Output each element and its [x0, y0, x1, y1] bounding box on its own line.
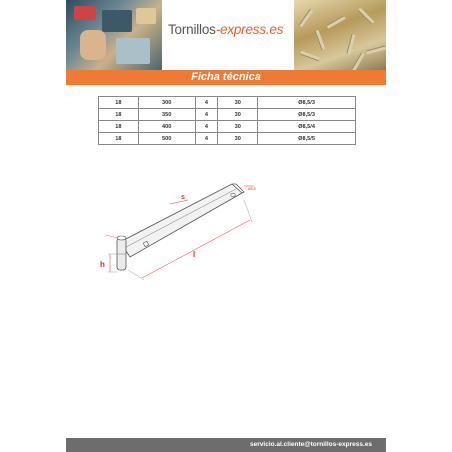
table-cell: 30 — [218, 133, 258, 145]
table-cell: Ø8,5/3 — [258, 97, 356, 109]
table-cell: 4 — [195, 121, 218, 133]
dim-s-line — [170, 200, 188, 204]
page-title: Ficha técnica — [191, 71, 261, 83]
table-row — [99, 121, 356, 133]
table-row — [99, 97, 356, 109]
dim-h-label: h — [100, 260, 105, 269]
table-cell: 4 — [195, 97, 218, 109]
hinge-drawing — [66, 150, 386, 310]
leader-line — [106, 235, 118, 238]
knuckle-top — [117, 236, 126, 240]
dim-l-label: l — [193, 250, 196, 259]
table-cell: 500 — [138, 133, 195, 145]
table-row — [99, 133, 356, 145]
table-row — [99, 109, 356, 121]
table-cell: 18 — [99, 121, 139, 133]
table-cell: 18 — [99, 133, 139, 145]
table-cell: 400 — [138, 121, 195, 133]
brand-logo — [162, 0, 294, 70]
spec-sheet-page — [66, 0, 386, 452]
screw-hole — [231, 193, 235, 197]
table-cell: 4 — [195, 133, 218, 145]
table-cell: Ø8,5/5 — [258, 133, 356, 145]
dim-l-ext-left — [128, 270, 144, 280]
table-cell: Ø8,5/4 — [258, 121, 356, 133]
table-cell: 4 — [195, 109, 218, 121]
table-cell: 30 — [218, 97, 258, 109]
footer-email[interactable]: servicio.al.cliente@tornillos-express.es — [250, 441, 372, 448]
dim-l-ext-right — [244, 200, 252, 222]
header-photo-tools — [66, 0, 162, 70]
header-photo-screws — [294, 0, 386, 70]
table-cell: 30 — [218, 109, 258, 121]
table-cell: 350 — [138, 109, 195, 121]
title-bar — [66, 70, 386, 85]
table-cell: 300 — [138, 97, 195, 109]
table-cell: 30 — [218, 121, 258, 133]
brand-text: Tornillos-express.es — [168, 22, 284, 37]
table-cell: Ø8,5/3 — [258, 109, 356, 121]
footer-bar — [66, 438, 386, 452]
dim-d-label: Ø8,5 — [248, 187, 256, 191]
table-cell: 18 — [99, 109, 139, 121]
table-cell: 18 — [99, 97, 139, 109]
dim-s-label: s — [181, 194, 185, 201]
spec-table — [98, 96, 356, 145]
